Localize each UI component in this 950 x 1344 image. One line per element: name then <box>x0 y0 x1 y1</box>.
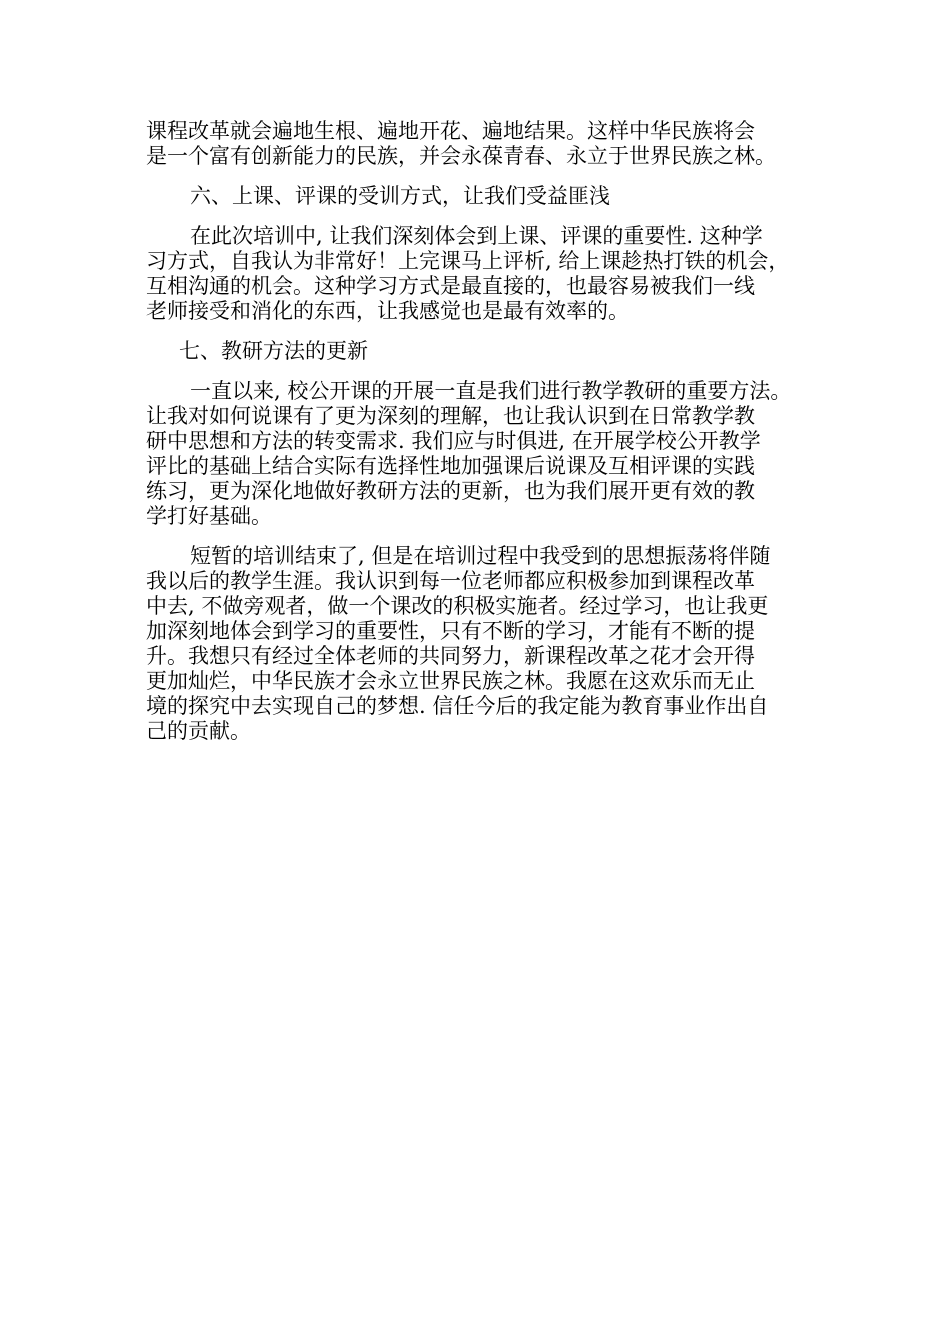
paragraph-intro <box>146 119 818 169</box>
paragraph-line: 是一个富有创新能力的民族，并会永葆青春、永立于世界民族之林。 <box>146 144 776 168</box>
paragraph-line: 境的探究中去实现自己的梦想. 信任今后的我定能为教育事业作出自 <box>146 694 769 718</box>
paragraph-line: 让我对如何说课有了更为深刻的理解，也让我认识到在日常教学教 <box>146 404 755 428</box>
paragraph-line: 研中思想和方法的转变需求. 我们应与时俱进, 在开展学校公开教学 <box>146 429 761 453</box>
paragraph-line: 学打好基础。 <box>146 504 272 528</box>
paragraph-line: 习方式，自我认为非常好！上完课马上评析, 给上课趁热打铁的机会， <box>146 249 790 273</box>
paragraph-line: 互相沟通的机会。这种学习方式是最直接的，也最容易被我们一线 <box>146 274 755 298</box>
paragraph-line: 加深刻地体会到学习的重要性，只有不断的学习，才能有不断的提 <box>146 619 755 643</box>
document-body <box>146 119 818 744</box>
paragraph-line: 一直以来, 校公开课的开展一直是我们进行教学教研的重要方法。 <box>190 379 792 403</box>
paragraph-line: 升。我想只有经过全体老师的共同努力，新课程改革之花才会开得 <box>146 644 755 668</box>
paragraph-line: 中去, 不做旁观者，做一个课改的积极实施者。经过学习，也让我更 <box>146 594 769 618</box>
section-heading-7: 七、教研方法的更新 <box>179 339 368 363</box>
paragraph-line: 我以后的教学生涯。我认识到每一位老师都应积极参加到课程改革 <box>146 569 755 593</box>
paragraph-7 <box>146 379 818 529</box>
paragraph-6 <box>146 224 818 324</box>
paragraph-line: 短暂的培训结束了, 但是在培训过程中我受到的思想振荡将伴随 <box>190 544 771 568</box>
paragraph-line: 己的贡献。 <box>146 719 251 743</box>
section-heading-6: 六、上课、评课的受训方式，让我们受益匪浅 <box>190 184 610 208</box>
paragraph-8 <box>146 544 818 744</box>
paragraph-line: 课程改革就会遍地生根、遍地开花、遍地结果。这样中华民族将会 <box>146 119 755 143</box>
paragraph-line: 练习，更为深化地做好教研方法的更新，也为我们展开更有效的教 <box>146 479 755 503</box>
paragraph-line: 评比的基础上结合实际有选择性地加强课后说课及互相评课的实践 <box>146 454 755 478</box>
paragraph-line: 更加灿烂，中华民族才会永立世界民族之林。我愿在这欢乐而无止 <box>146 669 755 693</box>
paragraph-line: 老师接受和消化的东西，让我感觉也是最有效率的。 <box>146 299 629 323</box>
paragraph-line: 在此次培训中, 让我们深刻体会到上课、评课的重要性. 这种学 <box>190 224 763 248</box>
